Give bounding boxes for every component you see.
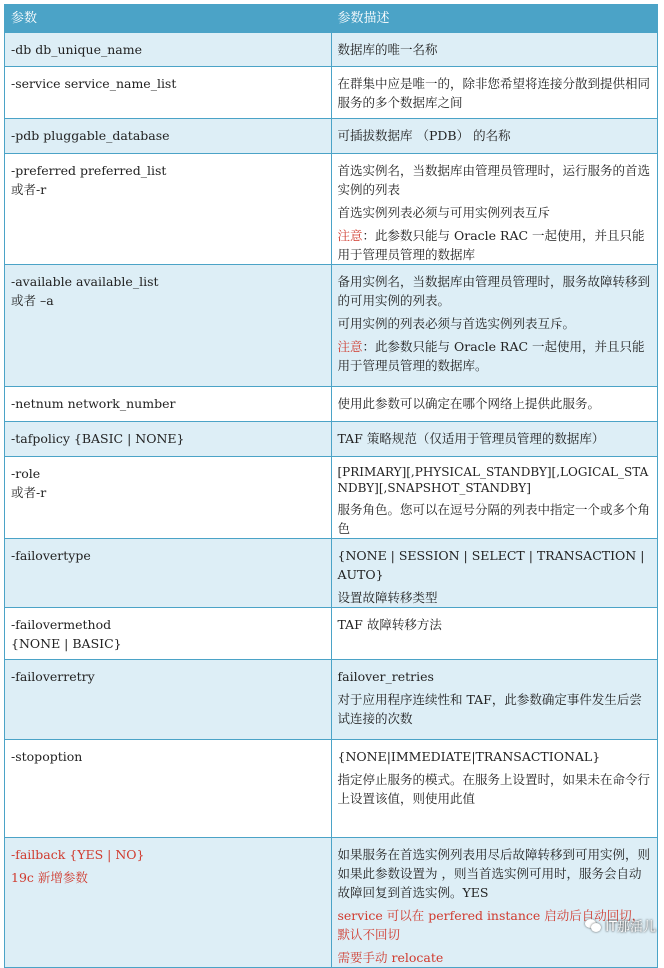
desc-text: 服务角色。您可以在逗号分隔的列表中指定一个或多个角色 (338, 500, 652, 538)
desc-text: 数据库的唯一名称 (338, 40, 652, 59)
table-row (5, 457, 658, 539)
desc-text: TAF 策略规范（仅适用于管理员管理的数据库） (338, 429, 652, 448)
desc-text: 首选实例列表必须与可用实例列表互斥 (338, 203, 652, 222)
param-cell (5, 387, 332, 422)
param-name: -available available_list (11, 272, 325, 291)
param-alias: 或者-r (11, 483, 325, 502)
header-desc: 参数描述 (331, 5, 658, 33)
param-values: {NONE | BASIC} (11, 634, 325, 653)
desc-text: 在群集中应是唯一的，除非您希望将连接分散到提供相同服务的多个数据库之间 (338, 74, 652, 112)
param-cell (5, 265, 332, 387)
table-row (5, 154, 658, 265)
param-name: -stopoption (11, 747, 325, 766)
desc-note (338, 337, 652, 375)
param-cell (5, 33, 332, 67)
table-row (5, 608, 658, 660)
param-cell (5, 457, 332, 539)
table-row (5, 422, 658, 457)
param-name: -tafpolicy {BASIC | NONE} (11, 429, 325, 448)
table-row (5, 387, 658, 422)
watermark (585, 916, 656, 935)
param-name: -db db_unique_name (11, 40, 325, 59)
role-list: [PRIMARY][,PHYSICAL_STANDBY][,LOGICAL_STANDBY][,SNAPSHOT_STANDBY] (338, 464, 652, 496)
desc-cell (331, 119, 658, 154)
desc-text: 首选实例名，当数据库由管理员管理时，运行服务的首选实例的列表 (338, 161, 652, 199)
desc-cell (331, 740, 658, 838)
desc-text: failover_retries (338, 667, 652, 686)
desc-text: {NONE | SESSION | SELECT | TRANSACTION | AUTO} (338, 546, 652, 584)
table-row (5, 539, 658, 608)
note-label: 注意 (338, 339, 363, 354)
desc-cell (331, 539, 658, 608)
param-cell (5, 422, 332, 457)
desc-text: TAF 故障转移方法 (338, 615, 652, 634)
desc-cell (331, 457, 658, 539)
desc-text: {NONE|IMMEDIATE|TRANSACTIONAL} (338, 747, 652, 766)
desc-text: 使用此参数可以确定在哪个网络上提供此服务。 (338, 394, 652, 413)
watermark-text: IT那活儿 (605, 916, 656, 935)
desc-text: 如果服务在首选实例列表用尽后故障转移到可用实例，则如果此参数设置为 ，则当首选实例可用时，服务会自动故障回复到首选实例。YES (338, 845, 652, 902)
desc-text: 对于应用程序连续性和 TAF，此参数确定事件发生后尝试连接的次数 (338, 690, 652, 728)
desc-cell (331, 660, 658, 740)
desc-cell (331, 422, 658, 457)
table-row (5, 67, 658, 119)
param-name: -failoverretry (11, 667, 325, 686)
desc-cell (331, 387, 658, 422)
new-param-note: 19c 新增参数 (11, 868, 325, 887)
table-row (5, 838, 658, 968)
table-row (5, 740, 658, 838)
desc-note (338, 226, 652, 264)
param-name: -failback {YES | NO} (11, 845, 325, 864)
note-text: ：此参数只能与 Oracle RAC 一起使用，并且只能用于管理员管理的数据库 (338, 228, 645, 262)
param-cell (5, 838, 332, 968)
param-name: -preferred preferred_list (11, 161, 325, 180)
param-name: -failovermethod (11, 615, 325, 634)
desc-text: 可插拔数据库 （PDB） 的名称 (338, 126, 652, 145)
param-cell (5, 660, 332, 740)
desc-text: 设置故障转移类型 (338, 588, 652, 607)
desc-text: 指定停止服务的模式。在服务上设置时，如果未在命令行上设置该值，则使用此值 (338, 770, 652, 808)
desc-text: 可用实例的列表必须与首选实例列表互斥。 (338, 314, 652, 333)
table-row (5, 265, 658, 387)
parameter-table (4, 4, 658, 968)
param-name: -failovertype (11, 546, 325, 565)
note-text: ：此参数只能与 Oracle RAC 一起使用，并且只能用于管理员管理的数据库。 (338, 339, 645, 373)
param-name: -netnum network_number (11, 394, 325, 413)
param-cell (5, 608, 332, 660)
desc-cell (331, 608, 658, 660)
table-header-row (5, 5, 658, 33)
param-alias: 或者 –a (11, 291, 325, 310)
desc-red-text: service 可以在 perfered instance 启动后自动回切，默认不回切 (338, 906, 652, 944)
desc-cell (331, 67, 658, 119)
desc-cell (331, 154, 658, 265)
param-name: -role (11, 464, 325, 483)
desc-red-text: 需要手动 relocate (338, 948, 652, 967)
param-cell (5, 539, 332, 608)
desc-text: 备用实例名，当数据库由管理员管理时，服务故障转移到的可用实例的列表。 (338, 272, 652, 310)
note-label: 注意 (338, 228, 363, 243)
table-row (5, 119, 658, 154)
param-cell (5, 740, 332, 838)
param-cell (5, 67, 332, 119)
table-row (5, 33, 658, 67)
param-cell (5, 119, 332, 154)
desc-cell (331, 265, 658, 387)
wechat-icon (585, 919, 601, 933)
param-cell (5, 154, 332, 265)
table-row (5, 660, 658, 740)
param-name: -service service_name_list (11, 74, 325, 93)
header-param: 参数 (5, 5, 332, 33)
desc-cell (331, 33, 658, 67)
param-name: -pdb pluggable_database (11, 126, 325, 145)
desc-cell (331, 838, 658, 968)
param-alias: 或者-r (11, 180, 325, 199)
